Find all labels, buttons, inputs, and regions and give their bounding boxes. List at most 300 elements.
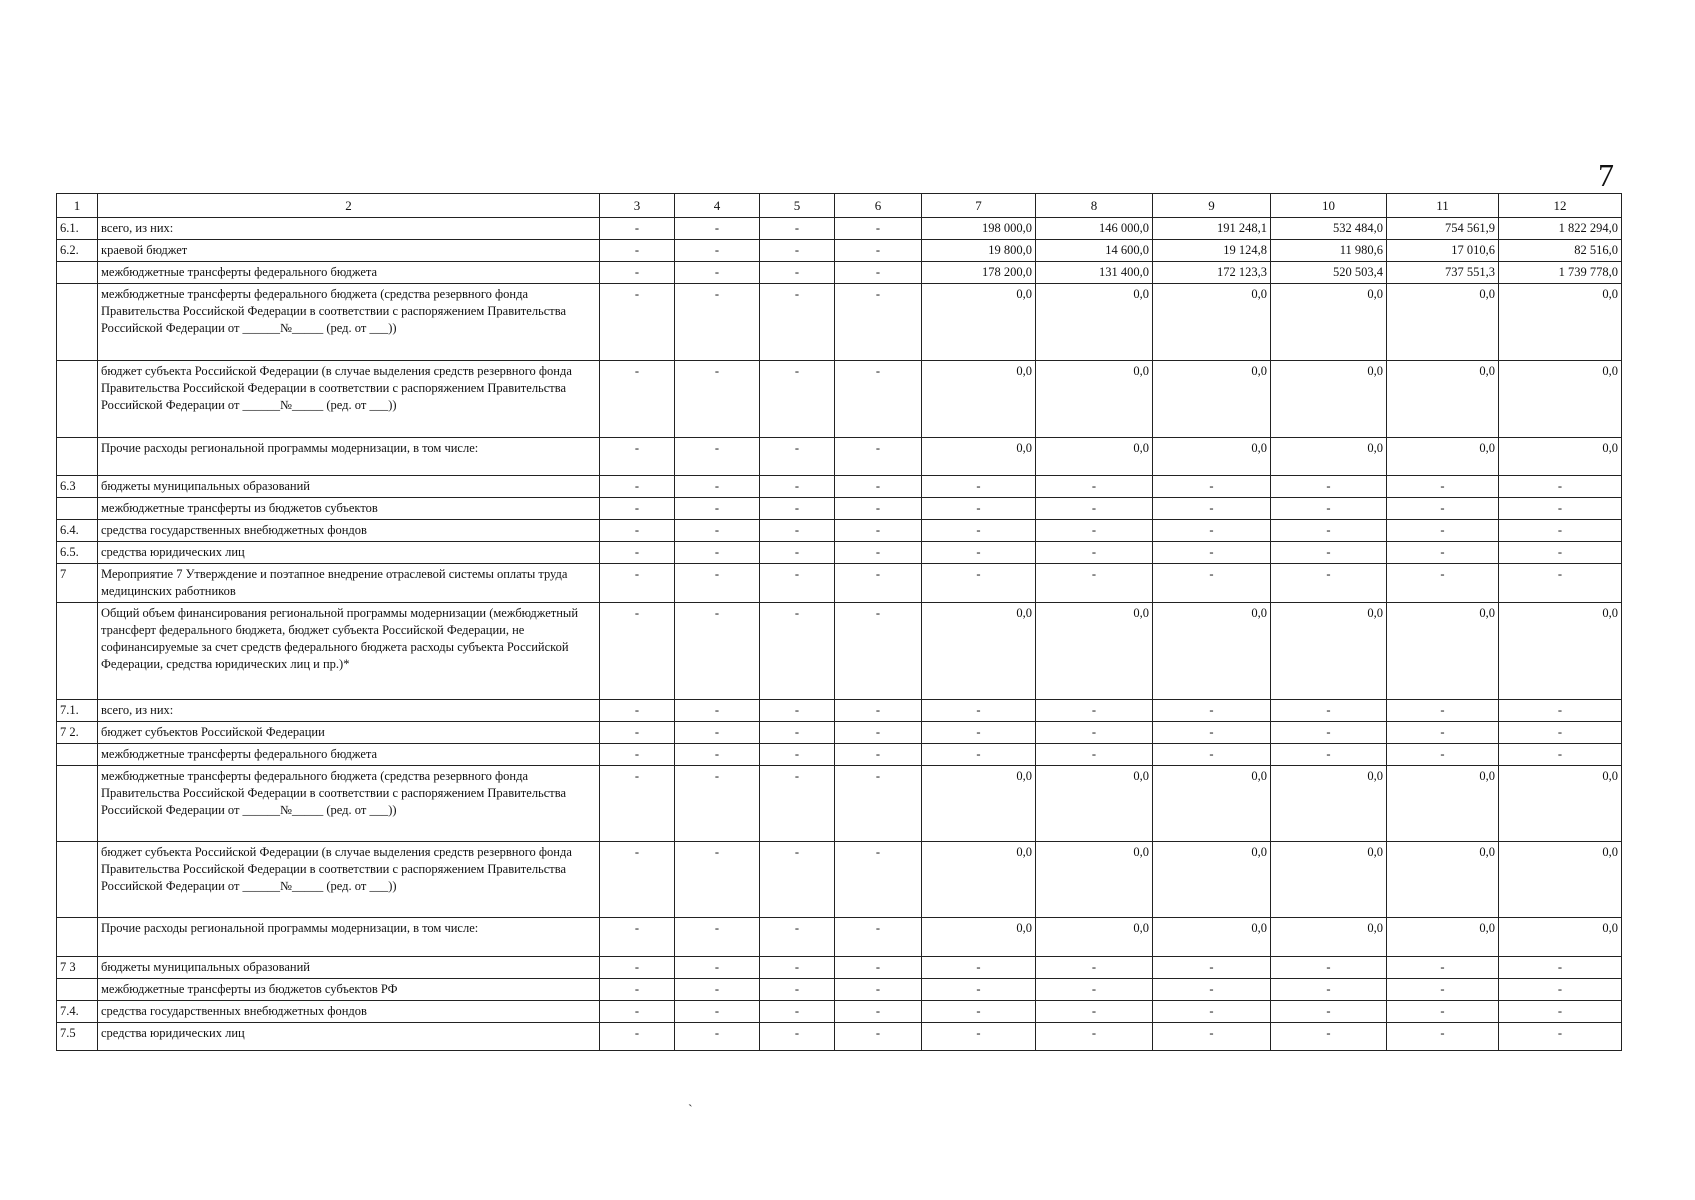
- value-cell: 0,0: [1036, 361, 1153, 438]
- value-cell: -: [1153, 498, 1271, 520]
- header-cell: 1: [57, 194, 98, 218]
- value-cell: -: [1036, 1023, 1153, 1051]
- value-cell: -: [1153, 979, 1271, 1001]
- value-cell: -: [1499, 520, 1622, 542]
- value-cell: -: [922, 1023, 1036, 1051]
- value-cell: -: [760, 284, 835, 361]
- value-cell: -: [922, 722, 1036, 744]
- row-description-cell: бюджеты муниципальных образований: [98, 476, 600, 498]
- row-number-cell: [57, 766, 98, 842]
- value-cell: 0,0: [1499, 361, 1622, 438]
- header-cell: 8: [1036, 194, 1153, 218]
- table-row: [57, 262, 1622, 284]
- value-cell: 0,0: [922, 766, 1036, 842]
- value-cell: 0,0: [922, 438, 1036, 476]
- page-number: 7: [1598, 157, 1614, 193]
- value-cell: -: [760, 520, 835, 542]
- value-cell: 0,0: [1271, 918, 1387, 957]
- value-cell: -: [1499, 1001, 1622, 1023]
- value-cell: -: [600, 498, 675, 520]
- value-cell: -: [1499, 700, 1622, 722]
- row-description-cell: межбюджетные трансферты федерального бюджета: [98, 262, 600, 284]
- value-cell: -: [760, 1023, 835, 1051]
- value-cell: -: [760, 842, 835, 918]
- value-cell: -: [1271, 744, 1387, 766]
- row-number-cell: [57, 361, 98, 438]
- row-number-cell: 7 2.: [57, 722, 98, 744]
- value-cell: -: [675, 722, 760, 744]
- value-cell: -: [835, 957, 922, 979]
- value-cell: 0,0: [1387, 438, 1499, 476]
- table-row: [57, 744, 1622, 766]
- value-cell: -: [1153, 1023, 1271, 1051]
- row-number-cell: 6.1.: [57, 218, 98, 240]
- value-cell: 82 516,0: [1499, 240, 1622, 262]
- value-cell: -: [760, 438, 835, 476]
- value-cell: 0,0: [1036, 918, 1153, 957]
- value-cell: 520 503,4: [1271, 262, 1387, 284]
- value-cell: -: [1387, 1023, 1499, 1051]
- value-cell: 0,0: [1153, 766, 1271, 842]
- value-cell: -: [600, 218, 675, 240]
- value-cell: 0,0: [1153, 842, 1271, 918]
- value-cell: -: [835, 842, 922, 918]
- table-row: [57, 520, 1622, 542]
- header-cell: 11: [1387, 194, 1499, 218]
- row-number-cell: 7: [57, 564, 98, 603]
- value-cell: 0,0: [922, 361, 1036, 438]
- row-number-cell: [57, 603, 98, 700]
- value-cell: -: [1036, 476, 1153, 498]
- value-cell: 532 484,0: [1271, 218, 1387, 240]
- value-cell: 0,0: [1499, 766, 1622, 842]
- value-cell: -: [600, 957, 675, 979]
- value-cell: 0,0: [1271, 438, 1387, 476]
- value-cell: -: [1036, 564, 1153, 603]
- header-cell: 2: [98, 194, 600, 218]
- value-cell: 178 200,0: [922, 262, 1036, 284]
- value-cell: 0,0: [1499, 438, 1622, 476]
- value-cell: 0,0: [1036, 284, 1153, 361]
- value-cell: -: [1036, 1001, 1153, 1023]
- value-cell: -: [1036, 520, 1153, 542]
- value-cell: -: [1153, 564, 1271, 603]
- value-cell: -: [760, 498, 835, 520]
- value-cell: -: [1387, 957, 1499, 979]
- value-cell: -: [1036, 744, 1153, 766]
- value-cell: -: [1036, 498, 1153, 520]
- header-cell: 5: [760, 194, 835, 218]
- row-number-cell: 7.1.: [57, 700, 98, 722]
- value-cell: -: [835, 918, 922, 957]
- value-cell: -: [600, 240, 675, 262]
- value-cell: -: [760, 240, 835, 262]
- value-cell: -: [600, 284, 675, 361]
- row-number-cell: [57, 262, 98, 284]
- value-cell: 0,0: [1271, 766, 1387, 842]
- table-row: [57, 979, 1622, 1001]
- value-cell: 14 600,0: [1036, 240, 1153, 262]
- table-row: [57, 498, 1622, 520]
- row-number-cell: 7 3: [57, 957, 98, 979]
- value-cell: -: [1387, 1001, 1499, 1023]
- row-number-cell: 7.4.: [57, 1001, 98, 1023]
- row-number-cell: [57, 284, 98, 361]
- value-cell: -: [1499, 542, 1622, 564]
- value-cell: 11 980,6: [1271, 240, 1387, 262]
- row-number-cell: 6.3: [57, 476, 98, 498]
- value-cell: -: [1036, 957, 1153, 979]
- value-cell: -: [600, 603, 675, 700]
- table-row: [57, 542, 1622, 564]
- value-cell: 0,0: [1271, 842, 1387, 918]
- value-cell: -: [1499, 722, 1622, 744]
- value-cell: 19 124,8: [1153, 240, 1271, 262]
- value-cell: -: [1387, 476, 1499, 498]
- value-cell: -: [1153, 744, 1271, 766]
- value-cell: 0,0: [1387, 766, 1499, 842]
- value-cell: 0,0: [922, 603, 1036, 700]
- value-cell: -: [675, 1001, 760, 1023]
- value-cell: -: [922, 498, 1036, 520]
- value-cell: -: [600, 744, 675, 766]
- value-cell: -: [1499, 957, 1622, 979]
- value-cell: -: [600, 918, 675, 957]
- value-cell: -: [760, 1001, 835, 1023]
- value-cell: -: [675, 766, 760, 842]
- value-cell: -: [675, 438, 760, 476]
- value-cell: 0,0: [1153, 361, 1271, 438]
- table-body: [57, 194, 1622, 1051]
- value-cell: 191 248,1: [1153, 218, 1271, 240]
- value-cell: -: [1499, 979, 1622, 1001]
- value-cell: -: [1387, 542, 1499, 564]
- header-cell: 6: [835, 194, 922, 218]
- value-cell: -: [1153, 476, 1271, 498]
- value-cell: -: [675, 744, 760, 766]
- value-cell: 0,0: [1036, 438, 1153, 476]
- value-cell: 0,0: [1387, 361, 1499, 438]
- value-cell: -: [922, 957, 1036, 979]
- value-cell: -: [1271, 542, 1387, 564]
- value-cell: -: [922, 520, 1036, 542]
- value-cell: -: [675, 700, 760, 722]
- value-cell: -: [835, 1001, 922, 1023]
- value-cell: 0,0: [1499, 842, 1622, 918]
- value-cell: -: [1271, 957, 1387, 979]
- value-cell: 146 000,0: [1036, 218, 1153, 240]
- row-number-cell: 7.5: [57, 1023, 98, 1051]
- value-cell: -: [1499, 476, 1622, 498]
- value-cell: 1 822 294,0: [1499, 218, 1622, 240]
- row-description-cell: Мероприятие 7 Утверждение и поэтапное внедрение отраслевой системы оплаты труда медицинских работников: [98, 564, 600, 603]
- value-cell: -: [760, 361, 835, 438]
- value-cell: -: [760, 476, 835, 498]
- value-cell: 0,0: [1153, 284, 1271, 361]
- value-cell: -: [1387, 700, 1499, 722]
- value-cell: -: [1153, 700, 1271, 722]
- value-cell: 17 010,6: [1387, 240, 1499, 262]
- table-row: [57, 218, 1622, 240]
- row-description-cell: бюджеты муниципальных образований: [98, 957, 600, 979]
- value-cell: -: [675, 564, 760, 603]
- row-number-cell: 6.2.: [57, 240, 98, 262]
- value-cell: -: [760, 722, 835, 744]
- header-cell: 4: [675, 194, 760, 218]
- value-cell: -: [1036, 700, 1153, 722]
- row-description-cell: средства юридических лиц: [98, 542, 600, 564]
- value-cell: -: [760, 218, 835, 240]
- row-description-cell: Общий объем финансирования региональной программы модернизации (межбюджетный трансферт федерального бюджета, бюджет субъекта Российской Федерации, не софинансируемые за счет средств федерального бюджета расходы субъекта Российской Федерации, средства юридических лиц и пр.)*: [98, 603, 600, 700]
- value-cell: -: [675, 262, 760, 284]
- value-cell: 0,0: [1271, 603, 1387, 700]
- value-cell: 0,0: [1153, 603, 1271, 700]
- row-description-cell: средства юридических лиц: [98, 1023, 600, 1051]
- value-cell: -: [922, 476, 1036, 498]
- value-cell: -: [922, 979, 1036, 1001]
- row-description-cell: межбюджетные трансферты федерального бюджета (средства резервного фонда Правительства Российской Федерации в соответствии с распоряжением Правительства Российской Федерации от ______№_____ (ред. от ___)): [98, 284, 600, 361]
- value-cell: 0,0: [1499, 918, 1622, 957]
- value-cell: -: [1499, 564, 1622, 603]
- value-cell: -: [760, 766, 835, 842]
- value-cell: 0,0: [1153, 918, 1271, 957]
- value-cell: -: [1153, 722, 1271, 744]
- row-description-cell: бюджет субъекта Российской Федерации (в случае выделения средств резервного фонда Правительства Российской Федерации в соответствии с распоряжением Правительства Российской Федерации от ______№_____ (ред. от ___)): [98, 842, 600, 918]
- value-cell: -: [1271, 476, 1387, 498]
- value-cell: 754 561,9: [1387, 218, 1499, 240]
- value-cell: -: [675, 218, 760, 240]
- header-cell: 3: [600, 194, 675, 218]
- value-cell: -: [1036, 542, 1153, 564]
- value-cell: -: [1153, 520, 1271, 542]
- row-number-cell: [57, 842, 98, 918]
- value-cell: -: [1387, 979, 1499, 1001]
- header-cell: 12: [1499, 194, 1622, 218]
- value-cell: -: [922, 542, 1036, 564]
- value-cell: -: [835, 476, 922, 498]
- table-row: [57, 603, 1622, 700]
- row-description-cell: краевой бюджет: [98, 240, 600, 262]
- value-cell: -: [1271, 1023, 1387, 1051]
- row-number-cell: [57, 498, 98, 520]
- value-cell: -: [760, 918, 835, 957]
- value-cell: -: [675, 979, 760, 1001]
- value-cell: -: [835, 520, 922, 542]
- budget-table: [56, 193, 1622, 1051]
- value-cell: -: [600, 476, 675, 498]
- value-cell: -: [600, 842, 675, 918]
- row-description-cell: межбюджетные трансферты федерального бюджета (средства резервного фонда Правительства Российской Федерации в соответствии с распоряжением Правительства Российской Федерации от ______№_____ (ред. от ___)): [98, 766, 600, 842]
- value-cell: -: [1271, 564, 1387, 603]
- value-cell: -: [835, 766, 922, 842]
- value-cell: 0,0: [1036, 603, 1153, 700]
- table-row: [57, 722, 1622, 744]
- value-cell: -: [600, 766, 675, 842]
- value-cell: -: [922, 1001, 1036, 1023]
- value-cell: 19 800,0: [922, 240, 1036, 262]
- row-number-cell: [57, 979, 98, 1001]
- table-row: [57, 476, 1622, 498]
- value-cell: -: [1153, 957, 1271, 979]
- value-cell: -: [835, 603, 922, 700]
- value-cell: -: [1271, 498, 1387, 520]
- table-row: [57, 1001, 1622, 1023]
- table-row: [57, 1023, 1622, 1051]
- table-row: [57, 700, 1622, 722]
- value-cell: -: [835, 361, 922, 438]
- value-cell: -: [835, 700, 922, 722]
- value-cell: -: [1271, 700, 1387, 722]
- value-cell: -: [760, 603, 835, 700]
- row-description-cell: бюджет субъекта Российской Федерации (в случае выделения средств резервного фонда Правительства Российской Федерации в соответствии с распоряжением Правительства Российской Федерации от ______№_____ (ред. от ___)): [98, 361, 600, 438]
- value-cell: -: [1271, 520, 1387, 542]
- value-cell: 0,0: [1153, 438, 1271, 476]
- value-cell: -: [835, 240, 922, 262]
- value-cell: -: [600, 979, 675, 1001]
- value-cell: 0,0: [922, 284, 1036, 361]
- value-cell: -: [600, 262, 675, 284]
- table-row: [57, 766, 1622, 842]
- value-cell: -: [675, 240, 760, 262]
- value-cell: -: [760, 262, 835, 284]
- header-cell: 7: [922, 194, 1036, 218]
- value-cell: -: [835, 284, 922, 361]
- row-description-cell: всего, из них:: [98, 700, 600, 722]
- value-cell: -: [835, 1023, 922, 1051]
- value-cell: -: [600, 438, 675, 476]
- row-number-cell: [57, 438, 98, 476]
- row-description-cell: всего, из них:: [98, 218, 600, 240]
- value-cell: 0,0: [922, 842, 1036, 918]
- row-description-cell: Прочие расходы региональной программы модернизации, в том числе:: [98, 918, 600, 957]
- row-number-cell: [57, 918, 98, 957]
- value-cell: 1 739 778,0: [1499, 262, 1622, 284]
- value-cell: -: [835, 438, 922, 476]
- row-number-cell: [57, 744, 98, 766]
- value-cell: -: [675, 520, 760, 542]
- value-cell: -: [1271, 1001, 1387, 1023]
- value-cell: -: [760, 542, 835, 564]
- value-cell: -: [835, 218, 922, 240]
- table-row: [57, 284, 1622, 361]
- value-cell: -: [1153, 542, 1271, 564]
- table-row: [57, 240, 1622, 262]
- value-cell: -: [835, 744, 922, 766]
- value-cell: -: [675, 498, 760, 520]
- value-cell: -: [835, 498, 922, 520]
- value-cell: -: [1387, 498, 1499, 520]
- value-cell: 0,0: [1036, 766, 1153, 842]
- value-cell: -: [1036, 722, 1153, 744]
- value-cell: -: [675, 842, 760, 918]
- value-cell: -: [760, 744, 835, 766]
- table-row: [57, 957, 1622, 979]
- value-cell: 0,0: [1499, 603, 1622, 700]
- header-cell: 10: [1271, 194, 1387, 218]
- value-cell: -: [1153, 1001, 1271, 1023]
- row-description-cell: средства государственных внебюджетных фондов: [98, 1001, 600, 1023]
- value-cell: -: [1271, 979, 1387, 1001]
- value-cell: -: [1387, 744, 1499, 766]
- row-description-cell: межбюджетные трансферты из бюджетов субъектов: [98, 498, 600, 520]
- value-cell: 0,0: [1387, 284, 1499, 361]
- column-number-header-row: [57, 194, 1622, 218]
- row-description-cell: средства государственных внебюджетных фондов: [98, 520, 600, 542]
- table-row: [57, 361, 1622, 438]
- value-cell: -: [600, 361, 675, 438]
- value-cell: 0,0: [1271, 361, 1387, 438]
- value-cell: -: [675, 476, 760, 498]
- value-cell: -: [760, 957, 835, 979]
- value-cell: -: [600, 1023, 675, 1051]
- table-row: [57, 564, 1622, 603]
- value-cell: -: [1271, 722, 1387, 744]
- value-cell: -: [600, 520, 675, 542]
- value-cell: -: [1036, 979, 1153, 1001]
- value-cell: -: [600, 564, 675, 603]
- value-cell: -: [600, 542, 675, 564]
- value-cell: 0,0: [1387, 918, 1499, 957]
- table-row: [57, 842, 1622, 918]
- value-cell: -: [1387, 520, 1499, 542]
- value-cell: -: [1499, 1023, 1622, 1051]
- value-cell: -: [1499, 744, 1622, 766]
- table-row: [57, 918, 1622, 957]
- value-cell: -: [1387, 722, 1499, 744]
- value-cell: -: [675, 1023, 760, 1051]
- value-cell: -: [760, 564, 835, 603]
- value-cell: 198 000,0: [922, 218, 1036, 240]
- row-description-cell: межбюджетные трансферты федерального бюджета: [98, 744, 600, 766]
- value-cell: 172 123,3: [1153, 262, 1271, 284]
- value-cell: -: [760, 700, 835, 722]
- header-cell: 9: [1153, 194, 1271, 218]
- value-cell: -: [600, 700, 675, 722]
- value-cell: 0,0: [1499, 284, 1622, 361]
- row-number-cell: 6.4.: [57, 520, 98, 542]
- value-cell: -: [675, 284, 760, 361]
- value-cell: 131 400,0: [1036, 262, 1153, 284]
- value-cell: -: [922, 744, 1036, 766]
- value-cell: -: [835, 564, 922, 603]
- value-cell: -: [1387, 564, 1499, 603]
- value-cell: -: [922, 564, 1036, 603]
- value-cell: -: [675, 603, 760, 700]
- value-cell: 0,0: [1387, 603, 1499, 700]
- row-description-cell: бюджет субъектов Российской Федерации: [98, 722, 600, 744]
- scan-mark: `: [688, 1103, 693, 1118]
- value-cell: -: [835, 979, 922, 1001]
- value-cell: -: [675, 542, 760, 564]
- value-cell: 737 551,3: [1387, 262, 1499, 284]
- value-cell: 0,0: [1271, 284, 1387, 361]
- value-cell: -: [675, 361, 760, 438]
- value-cell: 0,0: [922, 918, 1036, 957]
- value-cell: -: [600, 722, 675, 744]
- value-cell: 0,0: [1036, 842, 1153, 918]
- table-row: [57, 438, 1622, 476]
- value-cell: -: [835, 722, 922, 744]
- row-description-cell: Прочие расходы региональной программы модернизации, в том числе:: [98, 438, 600, 476]
- row-number-cell: 6.5.: [57, 542, 98, 564]
- value-cell: -: [1499, 498, 1622, 520]
- value-cell: -: [600, 1001, 675, 1023]
- value-cell: -: [835, 262, 922, 284]
- value-cell: -: [675, 918, 760, 957]
- value-cell: -: [922, 700, 1036, 722]
- row-description-cell: межбюджетные трансферты из бюджетов субъектов РФ: [98, 979, 600, 1001]
- value-cell: -: [760, 979, 835, 1001]
